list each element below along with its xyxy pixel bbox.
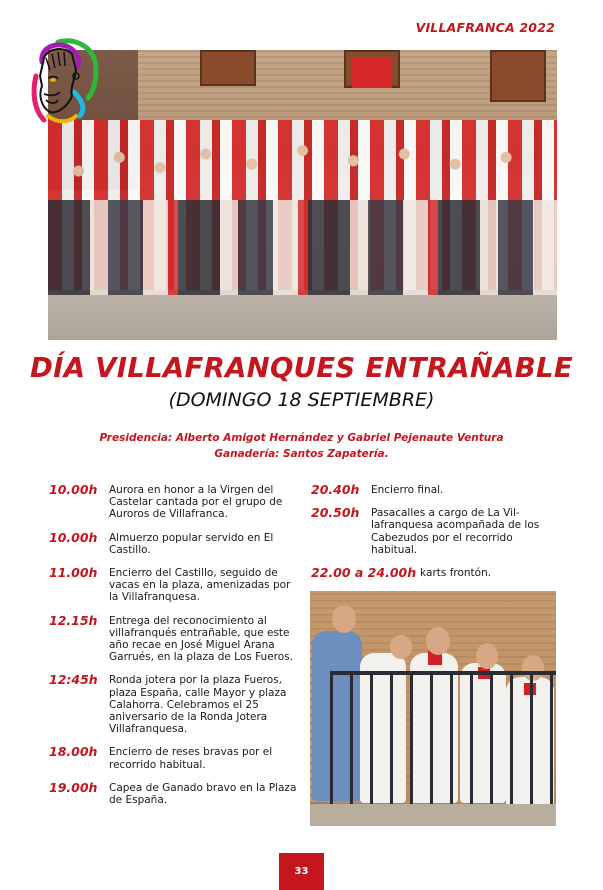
- photo-front-row: [48, 200, 557, 300]
- event-description: Capea de Ganado bravo en la Plaza de España.: [109, 781, 297, 807]
- event-time: 12.15h: [49, 612, 98, 628]
- photo-balcony-window: [490, 50, 546, 102]
- event-time: 10.00h: [49, 529, 98, 545]
- schedule-event: [49, 567, 299, 604]
- schedule-event: [49, 746, 299, 770]
- photo-red-flag: [352, 58, 392, 88]
- schedule-event: [49, 484, 299, 521]
- event-description: Encierro del Castillo, seguido de vacas en la plaza, amenizadas por la Villafranquesa.: [109, 567, 291, 604]
- event-description: karts frontón.: [420, 567, 492, 580]
- schedule-event: [49, 779, 299, 807]
- schedule-left-column: [49, 484, 299, 817]
- page-subtitle-date: (DOMINGO 18 SEPTIEMBRE): [168, 389, 435, 411]
- event-time: 22.00 a 24.00h: [311, 565, 417, 581]
- schedule-event: [311, 567, 561, 579]
- credits-block: [0, 430, 603, 462]
- schedule-event: [49, 529, 299, 556]
- photo-face: [390, 635, 412, 659]
- event-description: Encierro final.: [371, 484, 444, 496]
- event-description: Aurora en honor a la Virgen del Castelar cantada por el grupo de Auroros de Villafranca.: [109, 484, 283, 521]
- event-time: 12:45h: [49, 672, 98, 688]
- cabezudo-head-logo-icon: [28, 36, 100, 128]
- photo-ground: [48, 295, 557, 340]
- photo-face: [476, 643, 498, 669]
- event-time: 20.50h: [311, 505, 360, 521]
- photo-iron-railing: [330, 671, 556, 810]
- photo-face: [332, 605, 356, 633]
- event-description: Ronda jotera por la plaza Fueros, plaza España, calle Mayor y plaza Calahorra. Celebramos el 25 aniversario de la Ronda Jotera Villafranquesa.: [109, 674, 287, 736]
- page-header-title: VILLAFRANCA 2022: [415, 20, 555, 35]
- schedule-event: [49, 674, 299, 735]
- photo-face: [426, 627, 450, 655]
- schedule-event: [311, 507, 561, 556]
- schedule-right-column: [311, 484, 561, 590]
- schedule-event: [49, 612, 299, 664]
- side-photo: [310, 591, 556, 826]
- event-time: 11.00h: [49, 565, 98, 581]
- event-description: Almuerzo popular servido en El Castillo.: [109, 531, 274, 556]
- event-description: Encierro de reses bravas por el recorrido habitual.: [109, 746, 273, 771]
- credits-presidencia: Presidencia: Alberto Amigot Hernández y Gabriel Pejenaute Ventura: [99, 432, 504, 444]
- event-description: Pasacalles a cargo de La Vil-lafranquesa acompañada de los Cabezudos por el recorrido habitual.: [371, 507, 540, 556]
- event-time: 10.00h: [49, 482, 98, 497]
- event-time: 20.40h: [311, 482, 360, 497]
- event-description: Entrega del reconocimiento al villafranqués entrañable, que este año recae en José Miguel Arana Garrués, en la plaza de Los Fueros.: [109, 614, 293, 664]
- event-time: 19.00h: [49, 779, 98, 795]
- schedule-event: [311, 484, 561, 496]
- page-title: DÍA VILLAFRANQUES ENTRAÑABLE: [30, 352, 573, 384]
- photo-stone-ledge: [310, 804, 556, 826]
- page-number: 33: [279, 853, 324, 890]
- main-photo: [48, 50, 557, 340]
- event-time: 18.00h: [49, 744, 98, 760]
- photo-balcony-window: [200, 50, 256, 86]
- credits-ganaderia: Ganadería: Santos Zapatería.: [214, 448, 389, 460]
